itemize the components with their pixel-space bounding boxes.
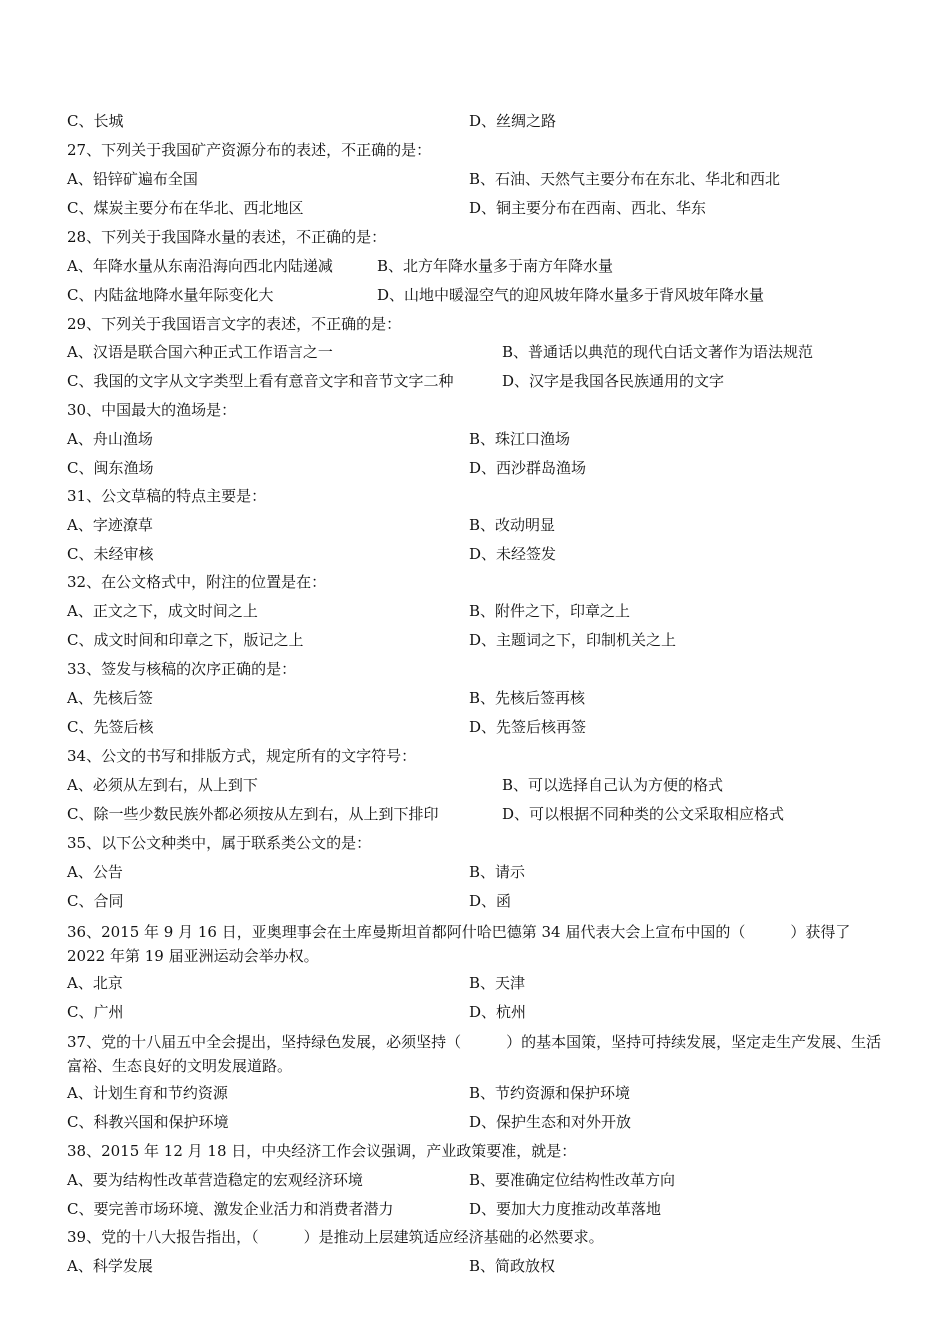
question-37-option-c: C、科教兴国和保护环境	[67, 1113, 229, 1131]
question-38-option-c: C、要完善市场环境、激发企业活力和消费者潜力	[67, 1200, 394, 1218]
question-37-option-d: D、保护生态和对外开放	[469, 1113, 632, 1131]
question-38-option-a: A、要为结构性改革营造稳定的宏观经济环境	[67, 1171, 363, 1189]
question-36-option-d: D、杭州	[469, 1003, 527, 1021]
question-33-option-d: D、先签后核再签	[469, 718, 587, 736]
option-c: C、长城	[67, 112, 124, 130]
question-29-stem: 29、下列关于我国语言文字的表述，不正确的是：	[67, 315, 402, 333]
question-27-option-c: C、煤炭主要分布在华北、西北地区	[67, 199, 304, 217]
question-32-option-b: B、附件之下，印章之上	[469, 602, 631, 620]
question-35-option-d: D、函	[469, 892, 512, 910]
question-34-option-b: B、可以选择自己认为方便的格式	[502, 776, 724, 794]
question-29-option-b: B、普通话以典范的现代白话文著作为语法规范	[502, 343, 814, 361]
question-27-option-a: A、铅锌矿遍布全国	[67, 170, 198, 188]
question-27-option-b: B、石油、天然气主要分布在东北、华北和西北	[469, 170, 781, 188]
question-27-option-d: D、铜主要分布在西南、西北、华东	[469, 199, 707, 217]
question-30-option-c: C、闽东渔场	[67, 459, 154, 477]
question-36-option-c: C、广州	[67, 1003, 124, 1021]
question-31-option-c: C、未经审核	[67, 545, 154, 563]
question-32-option-d: D、主题词之下，印制机关之上	[469, 631, 677, 649]
question-30-option-a: A、舟山渔场	[67, 430, 153, 448]
question-32-stem: 32、在公文格式中，附注的位置是在：	[67, 573, 327, 591]
question-36-option-b: B、天津	[469, 974, 526, 992]
question-33-stem: 33、签发与核稿的次序正确的是：	[67, 660, 297, 678]
question-37-stem	[67, 1030, 885, 1078]
question-39-stem: 39、党的十八大报告指出，（ ）是推动上层建筑适应经济基础的必然要求。	[67, 1228, 604, 1246]
question-28-option-c: C、内陆盆地降水量年际变化大	[67, 286, 274, 304]
question-36-option-a: A、北京	[67, 974, 123, 992]
question-36-stem	[67, 920, 885, 968]
question-29-option-a: A、汉语是联合国六种正式工作语言之一	[67, 343, 333, 361]
question-28-stem: 28、下列关于我国降水量的表述，不正确的是：	[67, 228, 387, 246]
question-35-option-c: C、合同	[67, 892, 124, 910]
question-36-stem-text: 36、2015 年 9 月 16 日，亚奥理事会在土库曼斯坦首都阿什哈巴德第 34 届代表大会上宣布中国的（ ）获得了 2022 年第 19 届亚洲运动会举办权。	[67, 923, 851, 965]
question-38-stem: 38、2015 年 12 月 18 日，中央经济工作会议强调，产业政策要准，就是：	[67, 1142, 577, 1160]
question-34-option-d: D、可以根据不同种类的公文采取相应格式	[502, 805, 785, 823]
question-31-option-d: D、未经签发	[469, 545, 557, 563]
question-28-option-b: B、北方年降水量多于南方年降水量	[377, 257, 614, 275]
question-38-option-b: B、要准确定位结构性改革方向	[469, 1171, 676, 1189]
option-d: D、丝绸之路	[469, 112, 557, 130]
question-37-option-a: A、计划生育和节约资源	[67, 1084, 228, 1102]
question-29-option-d: D、汉字是我国各民族通用的文字	[502, 372, 725, 390]
question-33-option-b: B、先核后签再核	[469, 689, 586, 707]
question-28-option-d: D、山地中暖湿空气的迎风坡年降水量多于背风坡年降水量	[377, 286, 765, 304]
question-30-stem: 30、中国最大的渔场是：	[67, 401, 237, 419]
question-35-stem: 35、以下公文种类中，属于联系类公文的是：	[67, 834, 372, 852]
question-30-option-b: B、珠江口渔场	[469, 430, 571, 448]
question-38-option-d: D、要加大力度推动改革落地	[469, 1200, 662, 1218]
question-33-option-c: C、先签后核	[67, 718, 154, 736]
question-31-stem: 31、公文草稿的特点主要是：	[67, 487, 267, 505]
question-33-option-a: A、先核后签	[67, 689, 153, 707]
question-27-stem: 27、下列关于我国矿产资源分布的表述，不正确的是：	[67, 141, 432, 159]
question-32-option-a: A、正文之下，成文时间之上	[67, 602, 258, 620]
question-34-stem: 34、公文的书写和排版方式，规定所有的文字符号：	[67, 747, 417, 765]
question-32-option-c: C、成文时间和印章之下，版记之上	[67, 631, 304, 649]
question-35-option-a: A、公告	[67, 863, 123, 881]
question-34-option-a: A、必须从左到右，从上到下	[67, 776, 258, 794]
question-39-option-a: A、科学发展	[67, 1257, 153, 1275]
question-28-option-a: A、年降水量从东南沿海向西北内陆递减	[67, 257, 333, 275]
question-29-option-c: C、我国的文字从文字类型上看有意音文字和音节文字二种	[67, 372, 454, 390]
question-37-option-b: B、节约资源和保护环境	[469, 1084, 631, 1102]
question-30-option-d: D、西沙群岛渔场	[469, 459, 587, 477]
question-31-option-b: B、改动明显	[469, 516, 556, 534]
question-35-option-b: B、请示	[469, 863, 526, 881]
question-39-option-b: B、简政放权	[469, 1257, 556, 1275]
question-37-stem-text: 37、党的十八届五中全会提出，坚持绿色发展，必须坚持（ ）的基本国策，坚持可持续发展，坚定走生产发展、生活富裕、生态良好的文明发展道路。	[67, 1033, 882, 1075]
question-31-option-a: A、字迹潦草	[67, 516, 153, 534]
question-34-option-c: C、除一些少数民族外都必须按从左到右，从上到下排印	[67, 805, 439, 823]
